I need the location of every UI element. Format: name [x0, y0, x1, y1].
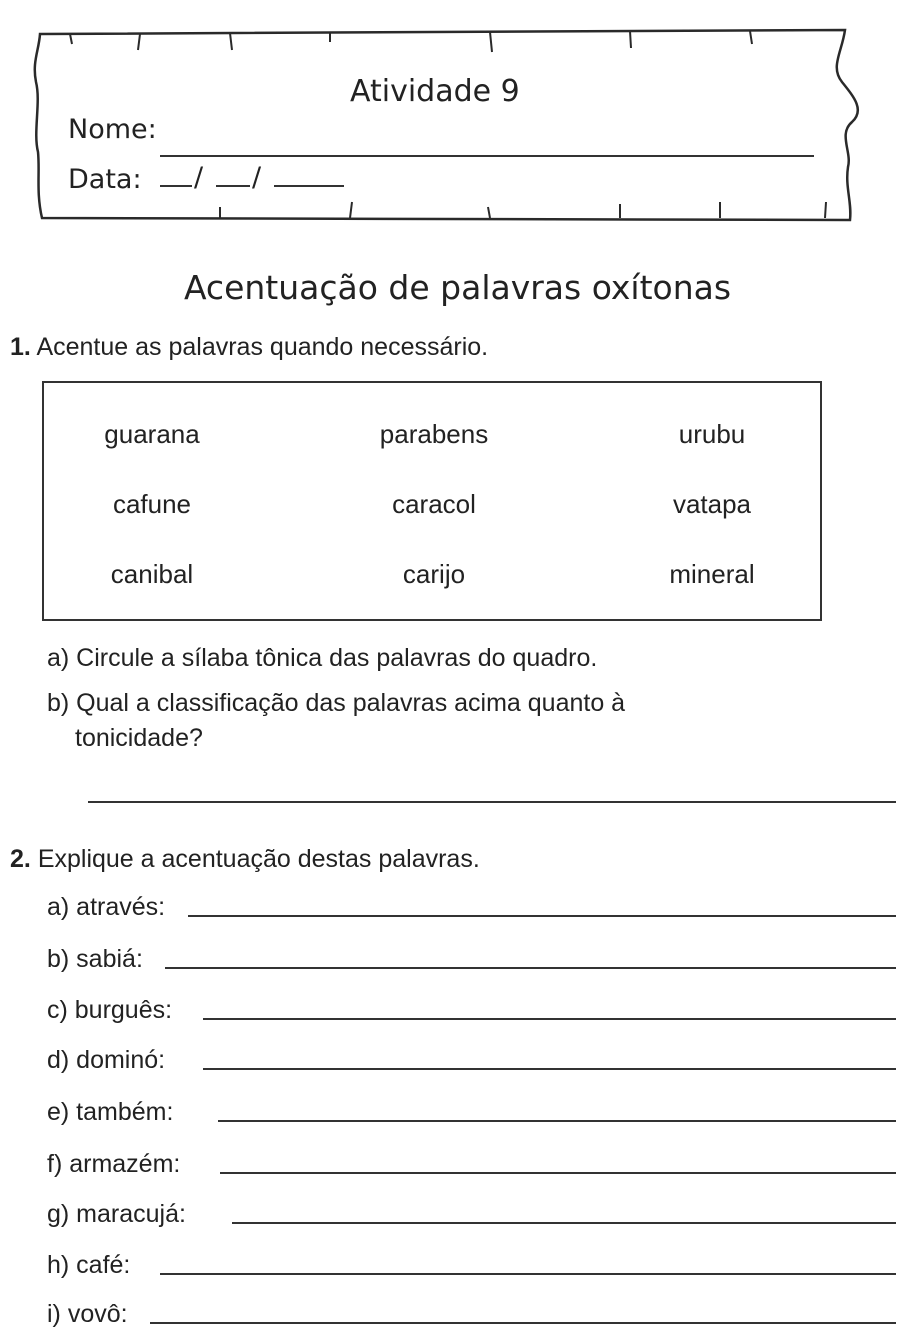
- word-item: urubu: [678, 419, 746, 449]
- word-item: mineral: [669, 559, 755, 589]
- date-separator: /: [194, 162, 204, 193]
- answer-line[interactable]: [188, 915, 896, 917]
- answer-line[interactable]: [220, 1172, 896, 1174]
- word-item: guarana: [104, 419, 200, 449]
- word-box: [42, 381, 822, 621]
- answer-line[interactable]: [150, 1322, 896, 1324]
- answer-line[interactable]: [203, 1068, 896, 1070]
- item-label: d) dominó:: [47, 1046, 166, 1074]
- answer-line[interactable]: [232, 1222, 896, 1224]
- answer-line[interactable]: [218, 1120, 896, 1122]
- word-item: canibal: [110, 559, 194, 589]
- question-number: 1.: [10, 333, 31, 361]
- header-banner: [30, 22, 860, 232]
- word-item: caracol: [392, 489, 476, 519]
- question-2-title: [10, 845, 480, 874]
- word-item: cafune: [112, 489, 192, 519]
- answer-line-1b[interactable]: [88, 801, 896, 803]
- question-1b-line1: b) Qual a classificação das palavras acima quanto à: [47, 689, 626, 717]
- section-heading: Acentuação de palavras oxítonas: [183, 268, 732, 307]
- item-label: b) sabiá:: [47, 945, 143, 973]
- date-month-line[interactable]: [216, 185, 250, 187]
- item-label: f) armazém:: [47, 1150, 181, 1178]
- date-year-line[interactable]: [274, 185, 344, 187]
- name-label: Nome:: [68, 114, 157, 145]
- question-number: 2.: [10, 845, 31, 873]
- activity-title: Atividade 9: [350, 74, 520, 109]
- answer-line[interactable]: [160, 1273, 896, 1275]
- question-text: Acentue as palavras quando necessário.: [36, 333, 489, 361]
- word-item: vatapa: [672, 489, 752, 519]
- item-label: a) através:: [47, 893, 166, 921]
- item-label: g) maracujá:: [47, 1200, 186, 1228]
- name-input-line[interactable]: [160, 155, 814, 157]
- date-day-line[interactable]: [160, 185, 192, 187]
- word-item: carijo: [402, 559, 466, 589]
- item-label: c) burguês:: [47, 996, 173, 1024]
- answer-line[interactable]: [203, 1018, 896, 1020]
- item-label: e) também:: [47, 1098, 174, 1126]
- item-label: i) vovô:: [47, 1300, 128, 1328]
- question-1-title: [10, 333, 488, 362]
- question-text: Explique a acentuação destas palavras.: [37, 845, 480, 873]
- answer-line[interactable]: [165, 967, 896, 969]
- word-item: parabens: [379, 419, 489, 449]
- item-label: h) café:: [47, 1251, 131, 1279]
- question-1a: a) Circule a sílaba tônica das palavras do quadro.: [47, 644, 598, 672]
- date-separator: /: [252, 162, 262, 193]
- question-1b-line2: tonicidade?: [75, 724, 203, 752]
- date-label: Data:: [68, 164, 142, 195]
